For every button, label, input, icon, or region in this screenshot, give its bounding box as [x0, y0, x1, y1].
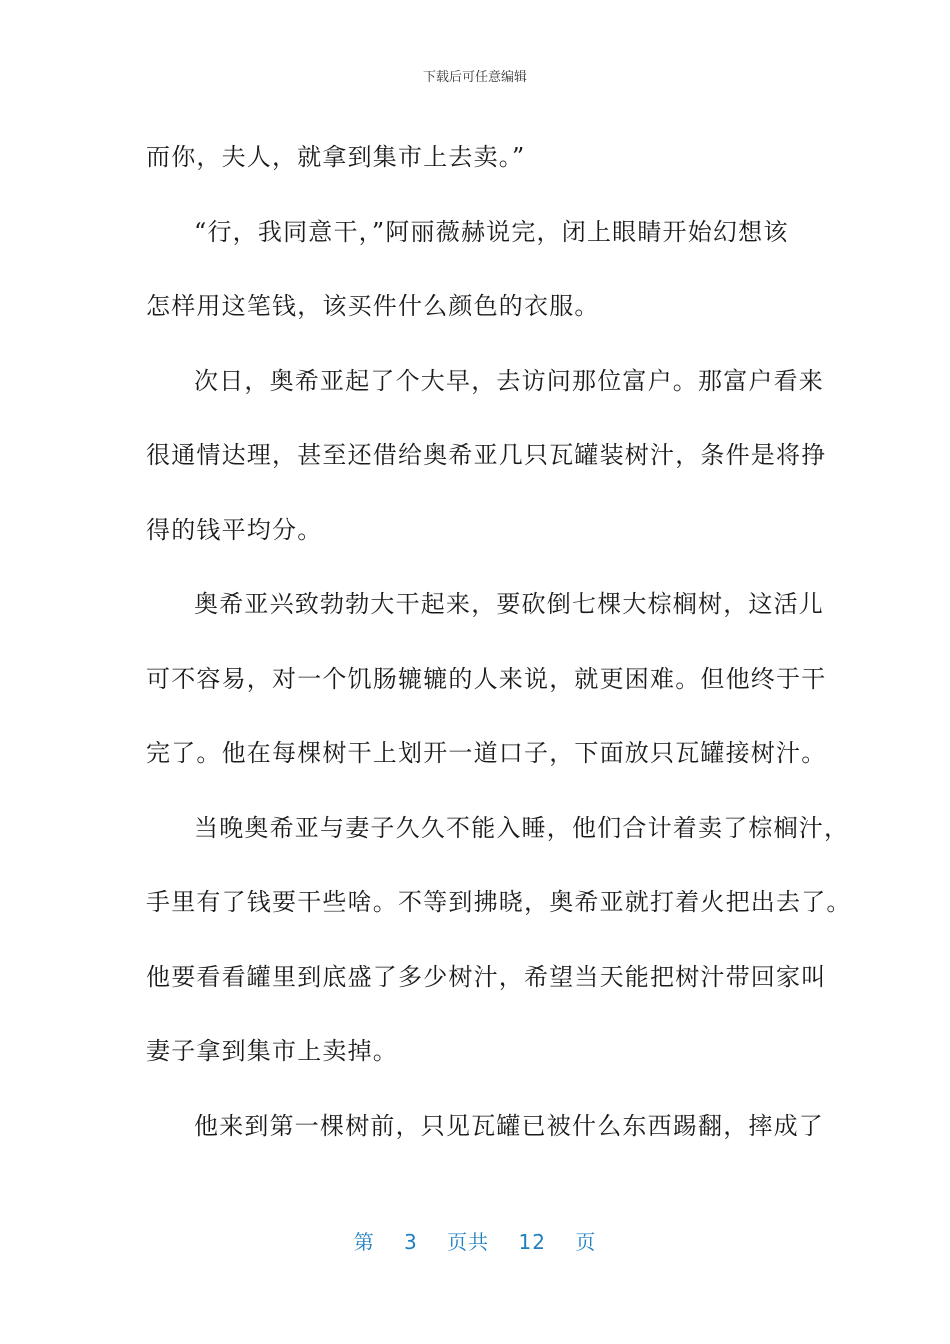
footer-prefix: 第	[353, 1230, 375, 1254]
text-line: 手里有了钱要干些啥。不等到拂晓，奥希亚就打着火把出去了。	[146, 888, 852, 916]
text-line: 可不容易，对一个饥肠辘辘的人来说，就更困难。但他终于干	[146, 664, 827, 693]
text-line: “行，我同意干，”阿丽薇赫说完，闭上眼睛开始幻想该	[194, 217, 789, 246]
document-body	[146, 120, 852, 1163]
footer-middle: 页共	[447, 1230, 490, 1254]
text-line: 妻子拿到集市上卖掉。	[146, 1037, 398, 1065]
text-line: 而你，夫人，就拿到集市上去卖。”	[146, 143, 526, 171]
text-line: 完了。他在每棵树干上划开一道口子，下面放只瓦罐接树汁。	[146, 739, 827, 767]
text-line: 他来到第一棵树前，只见瓦罐已被什么东西踢翻，摔成了	[194, 1111, 824, 1140]
text-line: 奥希亚兴致勃勃大干起来，要砍倒七棵大棕榈树，这活儿	[194, 590, 824, 618]
current-page-number: 3	[404, 1230, 418, 1254]
page-footer	[0, 1226, 950, 1255]
page-header: 下载后可任意编辑	[422, 70, 527, 85]
text-line: 很通情达理，甚至还借给奥希亚几只瓦罐装树汁，条件是将挣	[146, 441, 827, 469]
total-pages-number: 12	[518, 1230, 546, 1254]
footer-suffix: 页	[575, 1230, 597, 1254]
text-line: 他要看看罐里到底盛了多少树汁，希望当天能把树汁带回家叫	[146, 962, 827, 991]
text-line: 得的钱平均分。	[146, 515, 323, 544]
text-line: 当晚奥希亚与妻子久久不能入睡，他们合计着卖了棕榈汁，	[194, 813, 850, 842]
text-line: 怎样用这笔钱，该买件什么颜色的衣服。	[146, 292, 600, 320]
text-line: 次日，奥希亚起了个大早，去访问那位富户。那富户看来	[194, 366, 824, 395]
